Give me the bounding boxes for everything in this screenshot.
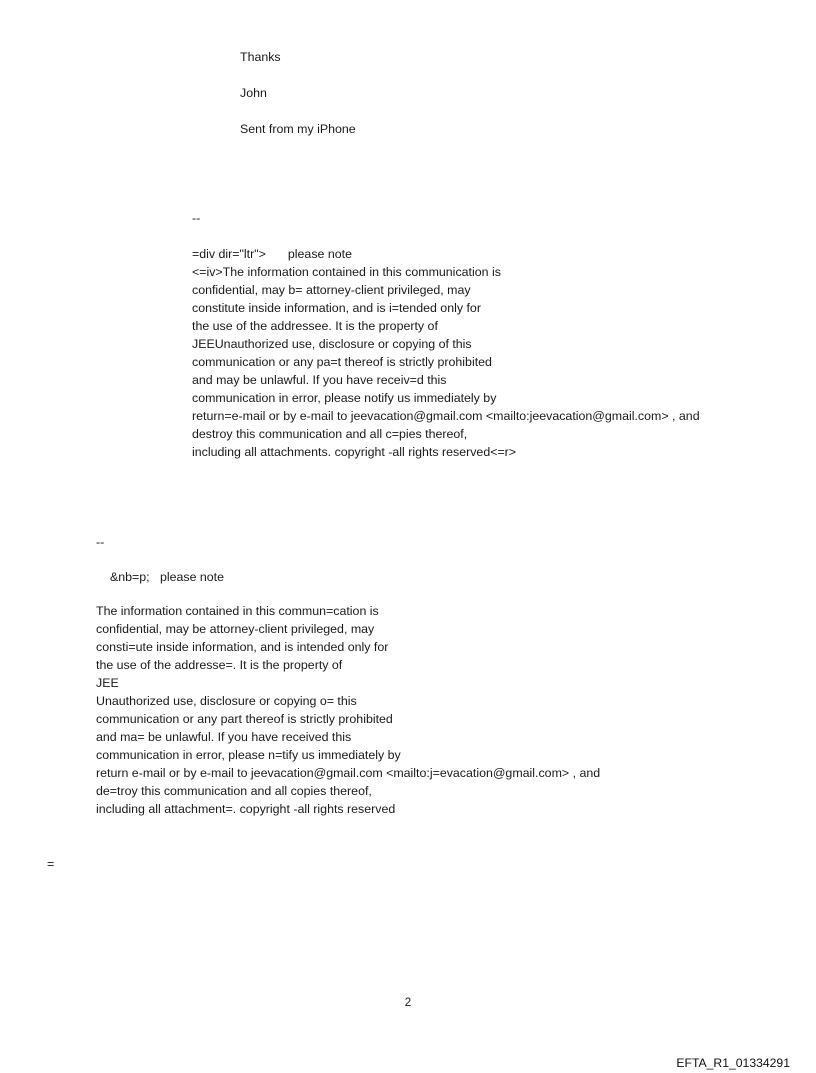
notice-1-line: return=e-mail or by e-mail to jeevacation@gmail.com <mailto:jeevacation@gmail.com> , and xyxy=(192,409,700,423)
notice-2-line: Unauthorized use, disclosure or copying o= this xyxy=(96,694,357,708)
notice-1-line: <=iv>The information contained in this communication is xyxy=(192,265,501,279)
notice-2-line: including all attachment=. copyright -all rights reserved xyxy=(96,802,396,816)
notice-2-line: the use of the addresse=. It is the property of xyxy=(96,658,343,672)
notice-1-line: communication in error, please notify us immediately by xyxy=(192,391,497,405)
notice-2-line: de=troy this communication and all copies thereof, xyxy=(96,784,372,798)
signature-sent-from: Sent from my iPhone xyxy=(240,122,356,136)
notice-1-line: JEEUnauthorized use, disclosure or copying of this xyxy=(192,337,472,351)
notice-2-line: communication in error, please n=tify us immediately by xyxy=(96,748,401,762)
notice-1-line: destroy this communication and all c=pies thereof, xyxy=(192,427,468,441)
signature-name: John xyxy=(240,86,267,100)
notice-1-line: communication or any pa=t thereof is strictly prohibited xyxy=(192,355,492,369)
notice-1-please-note: please note xyxy=(287,247,352,261)
notice-2-line: and ma= be unlawful. If you have received this xyxy=(96,730,352,744)
notice-2-line: consti=ute inside information, and is intended only for xyxy=(96,640,389,654)
notice-1-first-line xyxy=(192,245,700,263)
trailing-equals: = xyxy=(47,857,55,871)
notice-1-line: confidential, may b= attorney-client privileged, may xyxy=(192,283,471,297)
notice-2-line: The information contained in this commun=cation is xyxy=(96,604,379,618)
document-id: EFTA_R1_01334291 xyxy=(676,1056,790,1070)
notice-2-line: JEE xyxy=(96,676,119,690)
separator-2: -- xyxy=(96,535,105,549)
page-number: 2 xyxy=(404,997,412,1009)
signature-thanks: Thanks xyxy=(240,50,281,64)
notice-1-line: the use of the addressee. It is the property of xyxy=(192,319,438,333)
confidentiality-notice-2 xyxy=(96,602,600,818)
please-note-line: &nb=p; please note xyxy=(110,570,225,584)
notice-1-line: and may be unlawful. If you have receiv=d this xyxy=(192,373,447,387)
notice-1-line: constitute inside information, and is i=tended only for xyxy=(192,301,481,315)
confidentiality-notice-1 xyxy=(192,245,700,461)
notice-2-line: confidential, may be attorney-client privileged, may xyxy=(96,622,375,636)
notice-1-line: including all attachments. copyright -all rights reserved<=r> xyxy=(192,445,517,459)
notice-2-line: communication or any part thereof is strictly prohibited xyxy=(96,712,393,726)
notice-1-div-tag: =div dir="ltr"> xyxy=(192,247,266,261)
separator-1: -- xyxy=(192,211,201,225)
notice-2-line: return e-mail or by e-mail to jeevacation@gmail.com <mailto:j=evacation@gmail.com> , and xyxy=(96,766,601,780)
